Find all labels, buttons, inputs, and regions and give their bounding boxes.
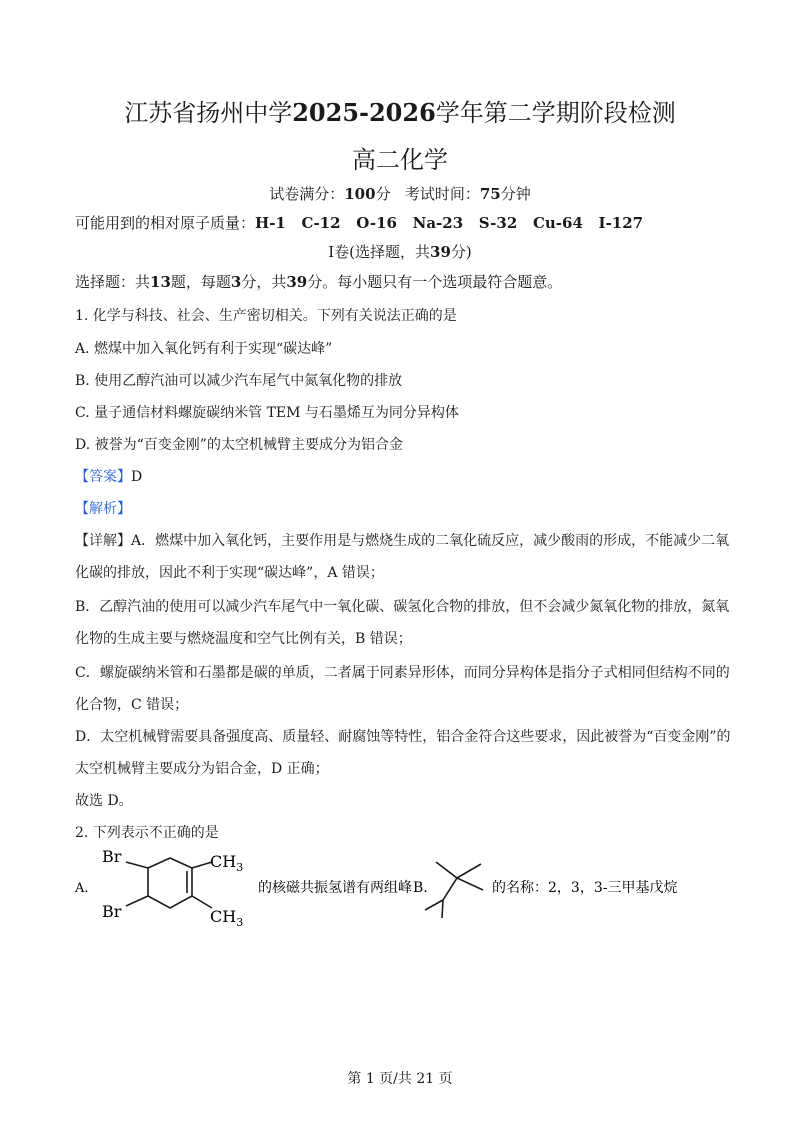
atomic-label: 可能用到的相对原子质量： bbox=[75, 214, 256, 232]
score-value: 100 bbox=[344, 185, 376, 203]
score-unit: 分 考试时间： bbox=[375, 185, 480, 203]
title-years: 2025-2026 bbox=[292, 98, 436, 127]
page-number: 第 1 页/共 21 页 bbox=[347, 1071, 453, 1087]
q1-detail-line: C．螺旋碳纳米管和石墨都是碳的单质，二者属于同素异形体，而同分异构体是指分子式相同但结构不同的 bbox=[75, 665, 730, 681]
q2-option-b-label: B. bbox=[413, 880, 428, 896]
q1-option-a: A. 燃煤中加入氧化钙有利于实现“碳达峰” bbox=[75, 341, 333, 357]
methyl-top-label: $CH_3$ bbox=[210, 852, 244, 874]
section-title bbox=[0, 241, 800, 262]
instr-text: 分。每小题只有一个选项最符合题意。 bbox=[307, 273, 563, 291]
q1-option-d: D. 被誉为“百变金刚”的太空机械臂主要成分为铝合金 bbox=[75, 437, 403, 453]
q1-detail-line: D．太空机械臂需要具备强度高、质量轻、耐腐蚀等特性，铝合金符合这些要求，因此被誉为“百变金刚”的 bbox=[75, 729, 731, 745]
section-post: 分) bbox=[450, 243, 472, 261]
title-school: 江苏省扬州中学 bbox=[124, 99, 293, 127]
detail-tag: 【详解】 bbox=[75, 533, 131, 549]
detail-text: A．燃煤中加入氧化钙，主要作用是与燃烧生成的二氧化硫反应，减少酸雨的形成，不能减少二氧 bbox=[131, 533, 730, 549]
q1-detail-line: 太空机械臂主要成分为铝合金，D 正确； bbox=[75, 761, 329, 777]
q1-stem: 1. 化学与科技、社会、生产密切相关。下列有关说法正确的是 bbox=[75, 308, 457, 324]
atomic-masses-line bbox=[75, 212, 735, 233]
instr-text: 题，每题 bbox=[170, 273, 231, 291]
section-pre: Ⅰ卷(选择题，共 bbox=[328, 243, 431, 261]
bromine-bottom-label: Br bbox=[102, 902, 122, 921]
answer-tag: 【答案】 bbox=[75, 469, 131, 485]
title-term: 学年第二学期阶段检测 bbox=[435, 99, 676, 127]
skeletal-structure bbox=[425, 862, 483, 918]
exam-title bbox=[0, 93, 800, 128]
q1-detail-line: 化合物，C 错误； bbox=[75, 697, 189, 713]
q2-option-b-text: 的名称：2，3，3-三甲基戊烷 bbox=[492, 880, 678, 896]
instr-text: 分，共 bbox=[241, 273, 287, 291]
bromine-top-label: Br bbox=[102, 847, 122, 866]
instr-num: 39 bbox=[286, 273, 308, 291]
q2-option-a-text: 的核磁共振氢谱有两组峰 bbox=[258, 880, 412, 896]
exam-info bbox=[0, 183, 800, 204]
time-value: 75 bbox=[479, 185, 501, 203]
q2-stem: 2. 下列表示不正确的是 bbox=[75, 825, 219, 841]
answer-value: D bbox=[131, 469, 143, 485]
atomic-masses: H-1 C-12 O-16 Na-23 S-32 Cu-64 I-127 bbox=[255, 214, 644, 232]
analysis-tag: 【解析】 bbox=[75, 501, 131, 517]
instr-text: 选择题：共 bbox=[75, 273, 151, 291]
section-num: 39 bbox=[430, 243, 451, 261]
q1-detail-line bbox=[75, 531, 735, 551]
q2-structures bbox=[0, 840, 800, 960]
q1-detail-line: 化物的生成主要与燃烧温度和空气比例有关，B 错误； bbox=[75, 631, 412, 647]
cyclohexene-structure bbox=[126, 858, 212, 908]
instr-num: 3 bbox=[230, 273, 242, 291]
instructions bbox=[75, 272, 735, 292]
score-label: 试卷满分： bbox=[269, 185, 345, 203]
q1-detail-line: B．乙醇汽油的使用可以减少汽车尾气中一氧化碳、碳氢化合物的排放，但不会减少氮氧化物的排放，氮氧 bbox=[75, 599, 730, 615]
q1-detail-line: 故选 D。 bbox=[75, 793, 133, 809]
q1-option-b: B. 使用乙醇汽油可以减少汽车尾气中氮氧化物的排放 bbox=[75, 373, 403, 389]
q1-analysis-tag bbox=[75, 499, 735, 519]
instr-num: 13 bbox=[150, 273, 171, 291]
q1-answer bbox=[75, 467, 735, 487]
methyl-bottom-label: $CH_3$ bbox=[210, 907, 244, 929]
q1-option-c: C. 量子通信材料螺旋碳纳米管 TEM 与石墨烯互为同分异构体 bbox=[75, 405, 459, 421]
exam-subject: 高二化学 bbox=[352, 146, 448, 174]
time-unit: 分钟 bbox=[500, 185, 531, 203]
q2-option-a-label: A. bbox=[75, 881, 89, 896]
q1-detail-line: 化碳的排放，因此不利于实现“碳达峰”，A 错误； bbox=[75, 565, 384, 581]
